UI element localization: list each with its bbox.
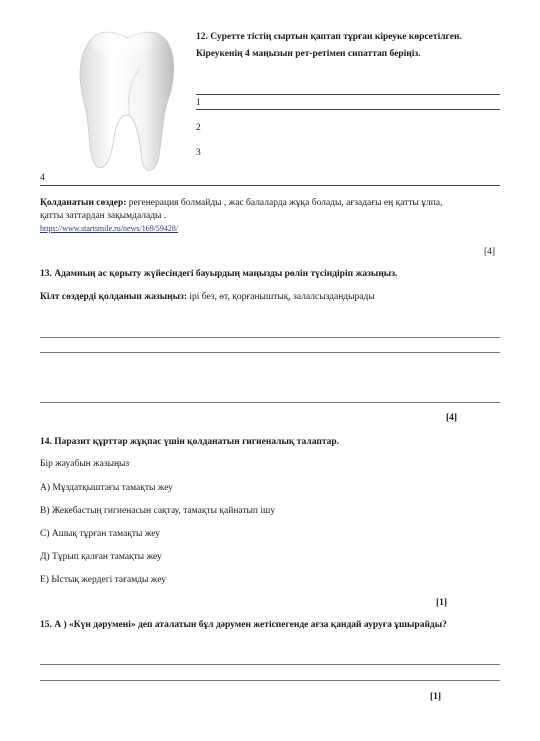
q15-title: 15. А ) «Күн дәрумені» деп аталатын бұл дәрумен жетіспегенде ағза қандай ауруға ұшырайды? (40, 620, 447, 630)
q14-option-d: Д) Тұрып қалған тамақты жеу (40, 552, 162, 562)
q12-item-4: 4 (40, 173, 45, 183)
source-link[interactable]: https://www.startsmile.ru/news/169/59428/ (40, 224, 179, 233)
q13-marks: [4] (446, 413, 458, 423)
q12-title-line1: 12. Суретте тістің сыртын қаптап тұрған кіреуке көрсетілген. (196, 32, 462, 42)
q13-hint-label: Кілт сөздерді қолданып жазыңыз: (40, 292, 187, 302)
q15-marks: [1] (430, 692, 442, 702)
answer-line (196, 94, 500, 95)
answer-line (40, 664, 500, 665)
answer-line (40, 680, 500, 681)
q12-item-1: 1 (196, 98, 201, 108)
answer-line (40, 352, 500, 353)
q14-option-e: Е) Ыстық жердегі тағамды жеу (40, 575, 166, 585)
q12-note-label: Қолданатын сөздер: (40, 198, 127, 208)
q12-item-3: 3 (196, 148, 201, 158)
q14-option-c: С) Ашық тұрған тамақты жеу (40, 529, 160, 539)
answer-line (40, 185, 500, 186)
q12-marks: [4] (484, 247, 496, 257)
tooth-image (70, 26, 180, 176)
q12-note-line2: қатты заттардан зақымдалады . (40, 211, 167, 221)
answer-line (196, 109, 500, 110)
q13-title: 13. Адамның ас қорыту жүйесіндегі бауырдың маңызды рөлін түсіндіріп жазыңыз. (40, 269, 398, 279)
q13-hint (40, 291, 375, 303)
q12-title-line2: Кіреукенің 4 маңызын рет-ретімен сипаттап беріңіз. (196, 49, 421, 59)
q14-option-a: А) Мұздатқыштағы тамақты жеу (40, 483, 173, 493)
q14-marks: [1] (436, 598, 448, 608)
q14-title: 14. Паразит құрттар жұқпас үшін қолданатын гигиеналық талаптар. (40, 437, 340, 447)
q12-item-2: 2 (196, 123, 201, 133)
q13-hint-text: ірі без, өт, қорғаныштық, залалсыздандырады (186, 292, 375, 302)
q12-note-line1 (40, 197, 442, 209)
q14-instruction: Бір жауабын жазыңыз (40, 459, 130, 469)
q12-note-text1: регенерация болмайды , жас балаларда жұқа болады, ағзадағы ең қатты ұлпа, (126, 198, 443, 208)
answer-line (40, 337, 500, 338)
q14-option-b: В) Жекебастың гигиенасын сақтау, тамақты қайнатып ішу (40, 506, 276, 516)
answer-line (40, 402, 500, 403)
